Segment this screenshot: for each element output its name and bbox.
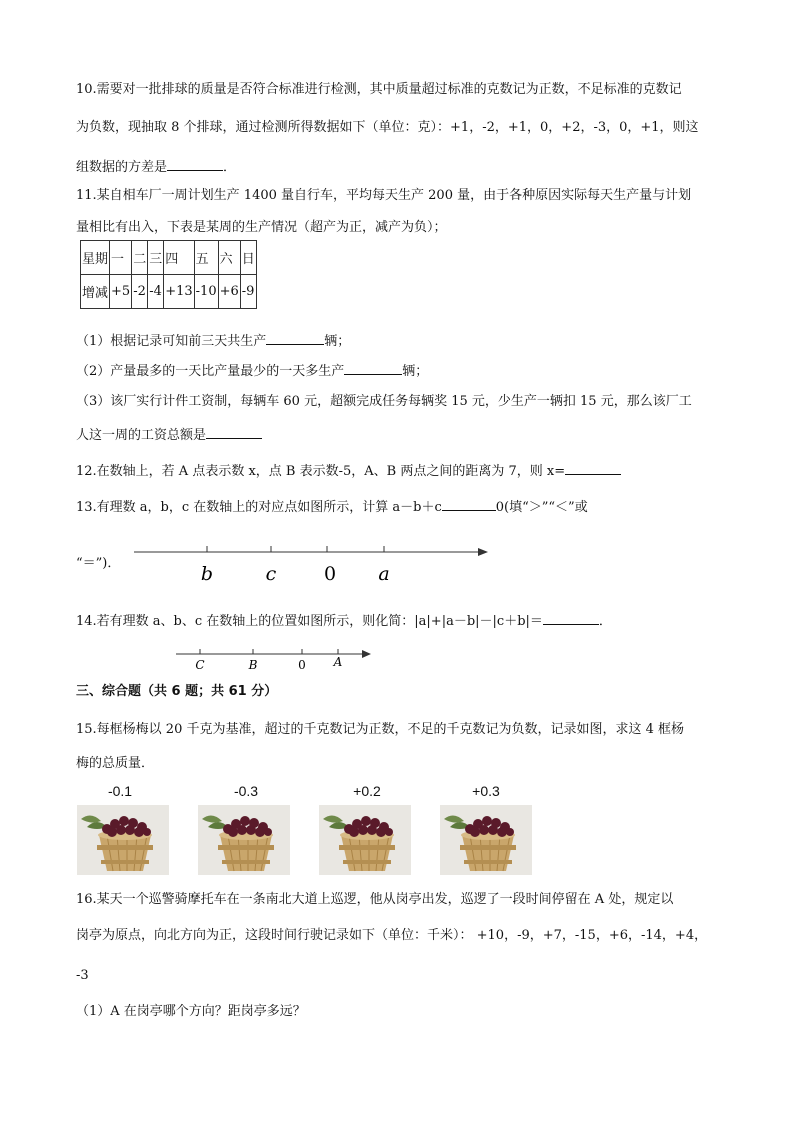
table-cell: +6 xyxy=(218,275,240,309)
axis-label-zero: 0 xyxy=(298,658,306,672)
q13-line2: “＝”)． xyxy=(76,556,121,571)
bayberry-basket-image xyxy=(77,805,169,875)
bayberry-basket-image xyxy=(198,805,290,875)
q12-blank[interactable] xyxy=(565,460,621,475)
q13-line1 xyxy=(76,496,726,518)
production-table xyxy=(80,240,257,309)
q11-sub1-blank[interactable] xyxy=(266,330,324,345)
q11-sub1 xyxy=(76,330,726,352)
table-cell: -2 xyxy=(132,275,148,309)
q12-line xyxy=(76,460,726,482)
q14-line xyxy=(76,610,726,632)
table-header-cell: 四 xyxy=(164,241,194,275)
q11-sub3-prefix: 人这一周的工资总额是 xyxy=(76,428,207,443)
table-row xyxy=(81,241,257,275)
table-header-cell: 日 xyxy=(240,241,256,275)
q11-sub2-blank[interactable] xyxy=(344,360,402,375)
q13-blank[interactable] xyxy=(442,496,496,511)
table-cell: 增减 xyxy=(81,275,110,309)
table-cell: +5 xyxy=(110,275,132,309)
q14-prefix: 14.若有理数 a、b、c 在数轴上的位置如图所示，则化简：|a|+|a－b|－|c＋b|＝ xyxy=(76,614,543,629)
table-header-cell: 二 xyxy=(132,241,148,275)
table-header-cell: 五 xyxy=(194,241,218,275)
basket-label-3: +0.2 xyxy=(353,783,381,799)
table-cell: -4 xyxy=(148,275,164,309)
section-3-title: 三、综合题（共 6 题；共 61 分） xyxy=(76,684,278,699)
q16-line3: -3 xyxy=(76,968,89,983)
q12-text: 12.在数轴上，若 A 点表示数 x，点 B 表示数-5，A、B 两点之间的距离为 7，则 x= xyxy=(76,464,566,479)
q11-sub3-line2 xyxy=(76,424,726,446)
bayberry-basket-image xyxy=(440,805,532,875)
q11-line2: 量相比有出入，下表是某周的生产情况（超产为正，减产为负）； xyxy=(76,220,447,235)
q11-sub3-line1: （3）该厂实行计件工资制，每辆车 60 元，超额完成任务每辆奖 15 元，少生产一辆扣 15 元，那么该厂工 xyxy=(76,394,692,409)
q11-sub1-prefix: （1）根据记录可知前三天共生产 xyxy=(76,334,267,349)
axis-label-a: a xyxy=(378,563,390,585)
axis-arrow-icon xyxy=(478,548,488,556)
bayberry-basket-image xyxy=(319,805,411,875)
q10-answer-blank[interactable] xyxy=(167,156,223,171)
q10-line2: 为负数，现抽取 8 个排球，通过检测所得数据如下（单位：克）：+1，-2，+1，0，+2，-3，0，+1，则这 xyxy=(76,120,699,135)
q16-sub1: （1）A 在岗亭哪个方向？距岗亭多远？ xyxy=(76,1004,306,1019)
table-header-cell: 一 xyxy=(110,241,132,275)
q14-suffix: ． xyxy=(598,614,612,629)
q10-line3-suffix: ． xyxy=(223,160,237,175)
basket-label-1: -0.1 xyxy=(107,783,133,799)
axis-arrow-icon xyxy=(362,650,371,658)
table-header-cell: 三 xyxy=(148,241,164,275)
q15-line2: 梅的总质量． xyxy=(76,756,155,771)
axis-label-A: A xyxy=(333,655,343,669)
table-cell: -9 xyxy=(240,275,256,309)
axis-label-B: B xyxy=(248,658,258,672)
q10-line3 xyxy=(76,156,726,178)
q13-number-line xyxy=(130,540,490,588)
q13-suffix: 0(填“＞”“＜”或 xyxy=(495,500,588,515)
q11-sub1-suffix: 辆； xyxy=(324,334,351,349)
q11-sub3-blank[interactable] xyxy=(206,424,262,439)
q15-line1: 15.每框杨梅以 20 千克为基准，超过的千克数记为正数，不足的千克数记为负数，记录如图，求这 4 框杨 xyxy=(76,722,685,737)
q11-line1: 11.某自相车厂一周计划生产 1400 量自行车，平均每天生产 200 量，由于各种原因实际每天生产量与计划 xyxy=(76,188,692,203)
q13-prefix: 13.有理数 a，b，c 在数轴上的对应点如图所示，计算 a－b＋c xyxy=(76,500,442,515)
table-header-cell: 六 xyxy=(218,241,240,275)
table-cell: +13 xyxy=(164,275,194,309)
basket-label-4: +0.3 xyxy=(472,783,500,799)
axis-label-zero: 0 xyxy=(323,563,337,585)
basket-label-2: -0.3 xyxy=(233,783,259,799)
q11-sub2-suffix: 辆； xyxy=(402,364,429,379)
q16-line1: 16.某天一个巡警骑摩托车在一条南北大道上巡逻，他从岗亭出发，巡逻了一段时间停留在 A 处，规定以 xyxy=(76,892,674,907)
table-cell: -10 xyxy=(194,275,218,309)
table-header-cell: 星期 xyxy=(81,241,110,275)
q10-line1: 10.需要对一批排球的质量是否符合标准进行检测，其中质量超过标准的克数记为正数，不足标准的克数记 xyxy=(76,82,682,97)
axis-label-C: C xyxy=(195,658,205,672)
axis-label-c: c xyxy=(265,563,277,585)
q11-sub2-prefix: （2）产量最多的一天比产量最少的一天多生产 xyxy=(76,364,345,379)
q10-line3-prefix: 组数据的方差是 xyxy=(76,160,168,175)
q14-number-line xyxy=(172,644,374,674)
q14-blank[interactable] xyxy=(543,610,599,625)
table-row xyxy=(81,275,257,309)
axis-label-b: b xyxy=(200,563,214,585)
q16-line2: 岗亭为原点，向北方向为正，这段时间行驶记录如下（单位：千米）： +10，-9，+7，-15，+6，-14，+4， xyxy=(76,928,708,943)
q11-sub2 xyxy=(76,360,726,382)
